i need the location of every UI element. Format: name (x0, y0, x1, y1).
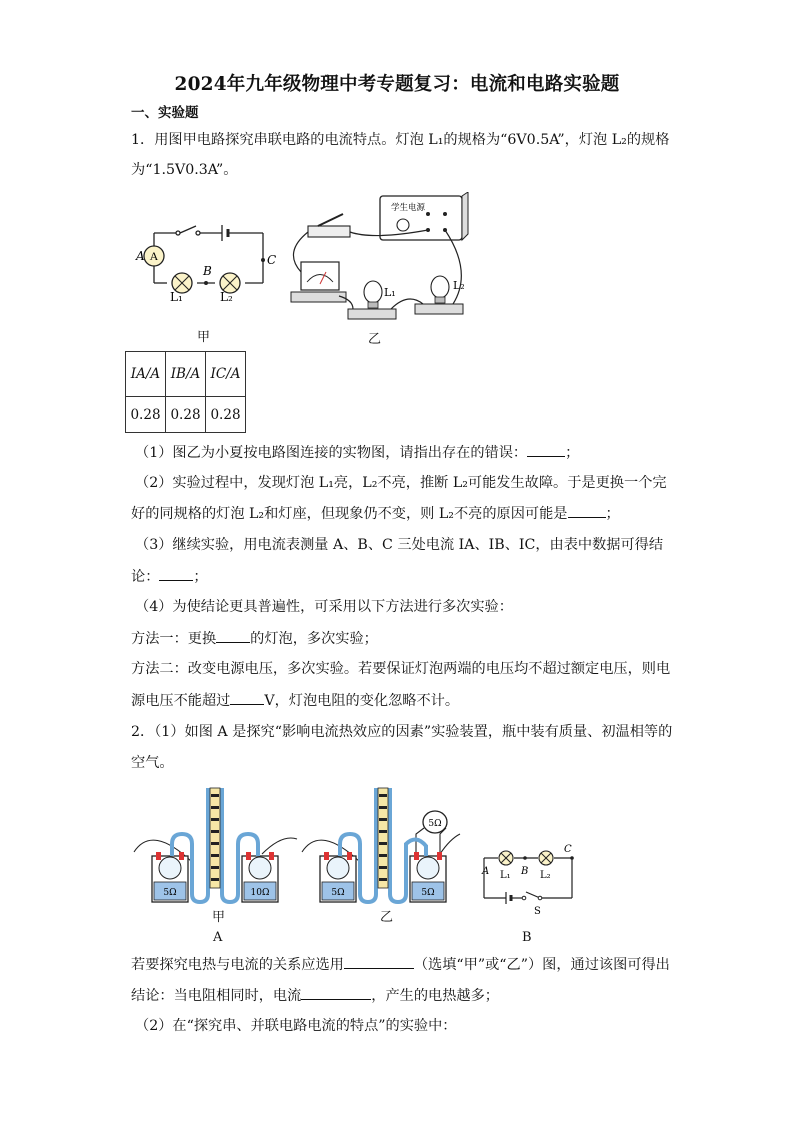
q1-part3-line1: （3）继续实验，用电流表测量 A、B、C 三处电流 IA、IB、IC，由表中数据可得结 (135, 537, 664, 553)
answer-blank[interactable] (216, 628, 250, 643)
q2-stem-line1: 2．（1）如图 A 是探究“影响电流热效应的因素”实验装置，瓶中装有质量、初温相等的 (131, 724, 673, 740)
q1-part4: （4）为使结论更具普遍性，可采用以下方法进行多次实验： (135, 599, 513, 615)
photo-lamp-l1-label: L₁ (384, 286, 396, 299)
answer-blank[interactable] (301, 985, 371, 1000)
fig-b-caption: B (522, 930, 532, 945)
table-header: IA/A (126, 352, 166, 397)
circuit-diagram-jia (130, 213, 280, 308)
q2-question-line2: 结论：当电阻相同时，电流 ，产生的电热越多； (131, 985, 499, 1006)
q1-part3-line2: 论： ； (131, 566, 208, 587)
q1-part1: （1）图乙为小夏按电路图连接的实物图，请指出存在的错误： ； (135, 442, 579, 463)
answer-blank[interactable] (159, 566, 193, 581)
fig-b-lamp-l2: L₂ (540, 870, 551, 881)
fig-yi-caption: 乙 (368, 332, 382, 347)
q1-method1: 方法一：更换 的灯泡，多次实验； (131, 628, 378, 649)
heating-apparatus-yi (300, 784, 470, 906)
current-data-table (125, 351, 246, 433)
fig-a-yi-caption: 乙 (380, 910, 394, 925)
heating-apparatus-jia (132, 784, 302, 906)
q1-part2-line2: 好的同规格的灯泡 L₂和灯座，但现象仍不变，则 L₂不亮的原因可能是 ； (131, 503, 620, 524)
resistor-left-label: 5Ω (163, 888, 177, 898)
q1-stem-line1: 1．用图甲电路探究串联电路的电流特点。灯泡 L₁的规格为“6V0.5A”，灯泡 L₂的规格 (131, 132, 670, 148)
photo-lamp-l2-label: L₂ (453, 279, 465, 292)
table-header: IC/A (206, 352, 246, 397)
q1-method2-line1: 方法二：改变电源电压，多次实验。若要保证灯泡两端的电压均不超过额定电压，则电 (131, 661, 671, 677)
point-c-label: C (267, 253, 277, 267)
fig-a-jia-caption: 甲 (212, 910, 226, 925)
q2-question-line3: （2）在“探究串、并联电路电流的特点”的实验中： (135, 1018, 457, 1034)
resistor-right-label: 5Ω (421, 888, 435, 898)
fig-b-point-b: B (521, 866, 529, 877)
q1-stem-line2: 为“1.5V0.3A”。 (131, 162, 238, 178)
q1-method2-line2: 源电压不能超过 V，灯泡电阻的变化忽略不计。 (131, 690, 459, 711)
answer-blank[interactable] (568, 503, 606, 518)
fig-a-caption: A (213, 930, 223, 945)
answer-blank[interactable] (344, 954, 414, 969)
ammeter-label: A (149, 249, 159, 263)
table-header: IB/A (166, 352, 206, 397)
lamp-l1-label: L₁ (170, 290, 183, 304)
q1-part2-line1: （2）实验过程中，发现灯泡 L₁亮，L₂不亮，推断 L₂可能发生故障。于是更换一个完 (135, 475, 667, 491)
q2-question-line1: 若要探究电热与电流的关系应选用 （选填“甲”或“乙”）图，通过该图可得出 (131, 954, 670, 975)
fig-b-point-c: C (564, 844, 572, 855)
resistor-top-label: 5Ω (428, 819, 442, 829)
table-row (126, 397, 246, 433)
q2-stem-line2: 空气。 (131, 755, 174, 771)
table-cell: 0.28 (206, 397, 246, 433)
page-title: 2024年九年级物理中考专题复习：电流和电路实验题 (174, 74, 620, 95)
fig-b-switch: S (534, 906, 541, 915)
answer-blank[interactable] (527, 442, 565, 457)
power-supply-label: 学生电源 (391, 203, 426, 213)
answer-blank[interactable] (230, 690, 264, 705)
resistor-left-label: 5Ω (331, 888, 345, 898)
resistor-right-label: 10Ω (250, 888, 270, 898)
lamp-l2-label: L₂ (220, 290, 233, 304)
table-header-row (126, 352, 246, 397)
fig-b-lamp-l1: L₁ (500, 870, 511, 881)
table-cell: 0.28 (126, 397, 166, 433)
circuit-diagram-b (476, 840, 586, 915)
fig-b-point-a: A (482, 866, 490, 877)
wiring-photo-yi (283, 192, 473, 324)
fig-jia-caption: 甲 (197, 330, 211, 345)
table-cell: 0.28 (166, 397, 206, 433)
point-b-label: B (203, 264, 212, 278)
point-a-label: A (136, 249, 145, 263)
section-heading: 一、实验题 (131, 105, 199, 121)
